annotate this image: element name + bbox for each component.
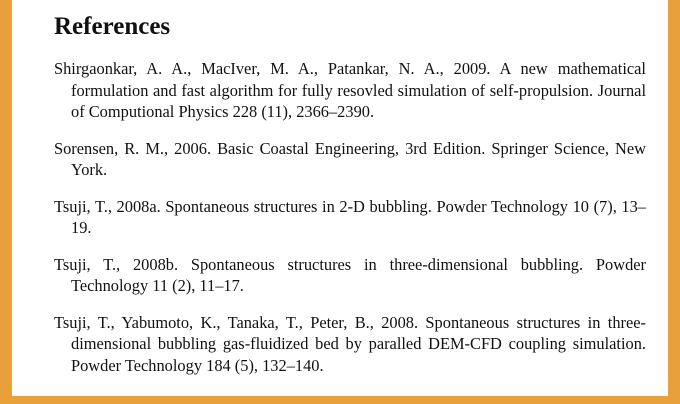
reference-item: Tsuji, T., Yabumoto, K., Tanaka, T., Peter, B., 2008. Spontaneous structures in three-dimensional bubbling gas-fluidized bed by paralled DEM-CFD coupling simulation. Powder Technology 184 (5), 132–140. (54, 312, 646, 375)
reference-item: Sorensen, R. M., 2006. Basic Coastal Engineering, 3rd Edition. Springer Science, New York. (54, 138, 646, 179)
references-page (12, 0, 668, 396)
references-heading: References (54, 13, 171, 40)
reference-item: Tsuji, T., 2008b. Spontaneous structures in three-dimensional bubbling. Powder Technology 11 (2), 11–17. (54, 254, 646, 295)
reference-list (54, 58, 646, 376)
reference-item: Tsuji, T., 2008a. Spontaneous structures in 2-D bubbling. Powder Technology 10 (7), 13–19. (54, 196, 646, 237)
reference-item: Shirgaonkar, A. A., MacIver, M. A., Patankar, N. A., 2009. A new mathematical formulation and fast algorithm for fully resovled simulation of self-propulsion. Journal of Computional Physics 228 (11), 2366–2390. (54, 59, 646, 121)
